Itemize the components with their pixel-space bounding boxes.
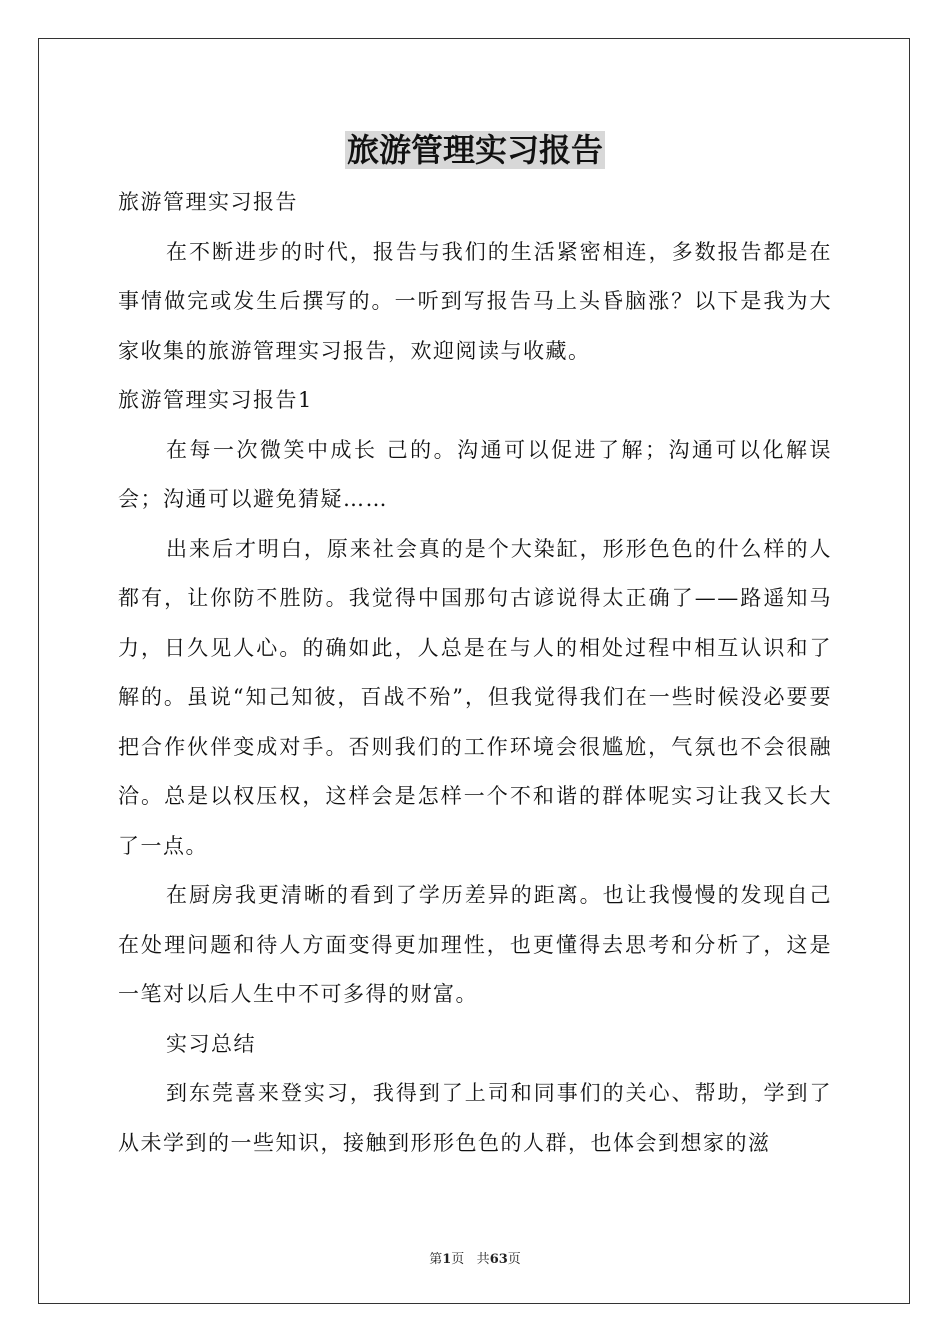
paragraph-society: 出来后才明白，原来社会真的是个大染缸，形形色色的什么样的人都有，让你防不胜防。我觉得中国那句古谚说得太正确了——路遥知马力，日久见人心。的确如此，人总是在与人的相处过程中相互认识和了解的。虽说“知己知彼，百战不殆”，但我觉得我们在一些时候没必要要把合作伙伴变成对手。否则我们的工作环境会很尴尬，气氛也不会很融洽。总是以权压权，这样会是怎样一个不和谐的群体呢实习让我又长大了一点。 [118, 536, 832, 858]
paragraph-communication: 在每一次微笑中成长 己的。沟通可以促进了解；沟通可以化解误会；沟通可以避免猜疑…… [118, 437, 832, 511]
page-number: 1 [442, 1252, 452, 1267]
total-suffix: 页 [507, 1252, 521, 1267]
paragraph-summary: 到东莞喜来登实习，我得到了上司和同事们的关心、帮助，学到了从未学到的一些知识，接触到形形色色的人群，也体会到想家的滋 [118, 1081, 832, 1155]
total-prefix: 共 [476, 1252, 490, 1267]
document-title-text: 旅游管理实习报告 [346, 131, 603, 169]
page-prefix: 第 [429, 1252, 443, 1267]
paragraph-subheading-summary: 实习总结 [166, 1031, 256, 1056]
document-title [0, 128, 950, 172]
paragraph-heading-intro: 旅游管理实习报告 [118, 190, 298, 214]
paragraph-intro: 在不断进步的时代，报告与我们的生活紧密相连，多数报告都是在事情做完或发生后撰写的。一听到写报告马上头昏脑涨？以下是我为大家收集的旅游管理实习报告，欢迎阅读与收藏。 [118, 239, 832, 363]
paragraph-kitchen: 在厨房我更清晰的看到了学历差异的距离。也让我慢慢的发现自己在处理问题和待人方面变得更加理性，也更懂得去思考和分析了，这是一笔对以后人生中不可多得的财富。 [118, 883, 832, 1006]
page-footer [0, 1248, 950, 1267]
page-suffix: 页 [451, 1252, 465, 1267]
document-body [118, 178, 832, 1168]
total-pages: 63 [489, 1252, 508, 1267]
paragraph-heading-report-1: 旅游管理实习报告1 [118, 388, 313, 412]
